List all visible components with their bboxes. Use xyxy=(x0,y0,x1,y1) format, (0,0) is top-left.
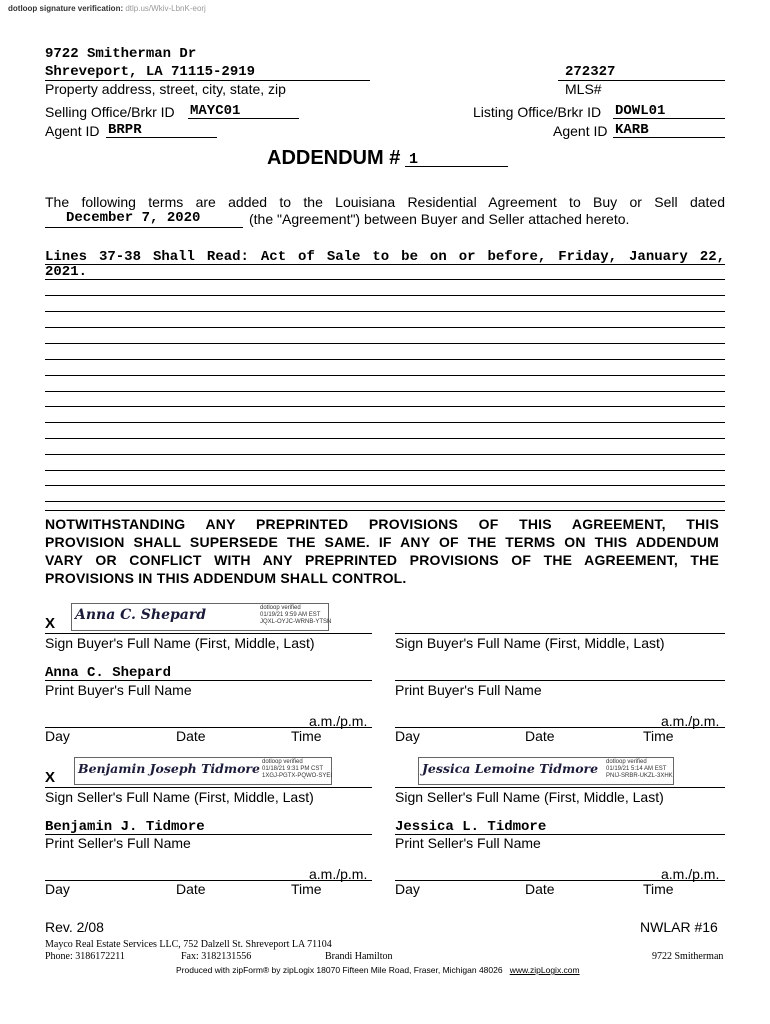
seller2-ampm: a.m./p.m. xyxy=(661,866,720,882)
print-buyer2-label: Print Buyer's Full Name xyxy=(395,682,542,698)
form-id: NWLAR #16 xyxy=(640,919,718,935)
seller1-datetime-line[interactable] xyxy=(45,880,372,881)
addendum-number-underline xyxy=(405,166,508,167)
seller1-printed-name: Benjamin J. Tidmore xyxy=(45,819,205,835)
listing-office-label: Listing Office/Brkr ID xyxy=(473,104,602,120)
produced-text: Produced with zipForm® by zipLogix 18070 Fifteen Mile Road, Fraser, Michigan 48026 xyxy=(176,965,503,975)
buyer-ampm: a.m./p.m. xyxy=(309,713,368,729)
buyer2-print-line[interactable] xyxy=(395,680,725,681)
seller2-date-label: Date xyxy=(525,881,555,897)
seller1-date-label: Date xyxy=(176,881,206,897)
office-address: Mayco Real Estate Services LLC, 752 Dalzell St. Shreveport LA 71104 xyxy=(45,939,332,950)
agent-name: Brandi Hamilton xyxy=(325,951,393,962)
stamp-verified-label: dotloop verified xyxy=(260,605,301,611)
file-name: 9722 Smitherman xyxy=(652,951,724,962)
property-address-line2: Shreveport, LA 71115-2919 xyxy=(45,64,256,80)
seller2-sign-line xyxy=(395,787,725,788)
dotloop-verification-banner xyxy=(8,4,206,13)
buyer-signature: Anna C. Shepard xyxy=(75,607,207,623)
seller-agent-id-value: KARB xyxy=(615,122,649,138)
ruled-line xyxy=(45,470,725,471)
buyer-day-label: Day xyxy=(45,728,70,744)
ruled-line xyxy=(45,327,725,328)
ruled-line xyxy=(45,311,725,312)
buyer-printed-name: Anna C. Shepard xyxy=(45,665,172,681)
seller2-day-label: Day xyxy=(395,881,420,897)
seller2-verification-stamp xyxy=(606,759,673,780)
stamp-id: PNIJ-SRBR-UKZL-3XHK xyxy=(606,773,673,779)
buyer-sign-line xyxy=(45,633,372,634)
ruled-line xyxy=(45,279,725,280)
sign-seller1-label: Sign Seller's Full Name (First, Middle, Last) xyxy=(45,789,314,805)
property-address-label: Property address, street, city, state, zip xyxy=(45,81,286,97)
notice-line: PROVISIONS IN THIS ADDENDUM SHALL CONTROL. xyxy=(45,570,407,586)
office-fax: Fax: 3182131556 xyxy=(181,951,252,962)
buyer2-day-label: Day xyxy=(395,728,420,744)
sign-buyer2-label: Sign Buyer's Full Name (First, Middle, Last) xyxy=(395,635,665,651)
print-seller1-label: Print Seller's Full Name xyxy=(45,835,191,851)
buyer-datetime-line[interactable] xyxy=(45,727,372,728)
buyer-agent-id-value: BRPR xyxy=(108,122,142,138)
buyer-verification-stamp xyxy=(260,605,331,626)
stamp-timestamp: 01/19/21 9:59 AM EST xyxy=(260,612,321,618)
buyer-agent-id-underline xyxy=(106,137,217,138)
addendum-number: 1 xyxy=(409,151,419,168)
buyer2-date-label: Date xyxy=(525,728,555,744)
ruled-line xyxy=(45,375,725,376)
agreement-date-underline xyxy=(45,227,243,228)
buyer2-time-label: Time xyxy=(643,728,674,744)
buyer2-ampm: a.m./p.m. xyxy=(661,713,720,729)
supersede-notice xyxy=(45,515,719,587)
seller2-signature: Jessica Lemoine Tidmore xyxy=(422,761,599,776)
listing-office-value: DOWL01 xyxy=(615,103,666,119)
seller1-signature: Benjamin Joseph Tidmore xyxy=(78,761,260,776)
verification-link[interactable]: dtlp.us/Wkiv-LbnK-eorj xyxy=(125,4,206,13)
buyer-time-label: Time xyxy=(291,728,322,744)
terms-line-2: 2021. xyxy=(45,264,88,280)
notice-line: NOTWITHSTANDING ANY PREPRINTED PROVISIONS OF THIS AGREEMENT, THIS xyxy=(45,516,719,532)
seller1-verification-stamp xyxy=(262,759,332,780)
intro-text-continued: (the "Agreement") between Buyer and Seller attached hereto. xyxy=(249,211,630,227)
ruled-line xyxy=(45,264,725,265)
seller1-sign-line xyxy=(45,787,372,788)
print-seller2-label: Print Seller's Full Name xyxy=(395,835,541,851)
listing-office-underline xyxy=(613,118,725,119)
seller-agent-id-label: Agent ID xyxy=(553,123,608,139)
sign-seller2-label: Sign Seller's Full Name (First, Middle, Last) xyxy=(395,789,664,805)
ruled-line xyxy=(45,359,725,360)
mls-value: 272327 xyxy=(565,64,616,80)
stamp-timestamp: 01/18/21 9:31 PM CST xyxy=(262,766,324,772)
stamp-verified-label: dotloop verified xyxy=(606,759,647,765)
print-buyer-label: Print Buyer's Full Name xyxy=(45,682,192,698)
ruled-line xyxy=(45,343,725,344)
ruled-line xyxy=(45,501,725,502)
buyer-agent-id-label: Agent ID xyxy=(45,123,100,139)
selling-office-underline xyxy=(188,118,299,119)
buyer-sign-x: X xyxy=(45,615,56,632)
seller2-datetime-line[interactable] xyxy=(395,880,725,881)
notice-line: VARY OR CONFLICT WITH ANY PREPRINTED PROVISIONS OF THE AGREEMENT, THE xyxy=(45,552,719,568)
selling-office-label: Selling Office/Brkr ID xyxy=(45,104,175,120)
notice-line: PROVISION SHALL SUPERSEDE THE SAME. IF ANY OF THE TERMS ON THIS ADDENDUM xyxy=(45,534,719,550)
seller2-printed-name: Jessica L. Tidmore xyxy=(395,819,547,835)
ruled-line xyxy=(45,485,725,486)
agreement-date: December 7, 2020 xyxy=(66,210,201,226)
buyer2-sign-line[interactable] xyxy=(395,633,725,634)
intro-text: The following terms are added to the Louisiana Residential Agreement to Buy or Sell dated xyxy=(45,194,725,210)
produced-with-line xyxy=(176,965,580,975)
stamp-id: JQXL-OYJC-WRNB-YTSN xyxy=(260,619,332,625)
sign-buyer-label: Sign Buyer's Full Name (First, Middle, Last) xyxy=(45,635,315,651)
ruled-line xyxy=(45,438,725,439)
revision-label: Rev. 2/08 xyxy=(45,919,104,935)
office-phone: Phone: 3186172211 xyxy=(45,951,125,962)
seller1-day-label: Day xyxy=(45,881,70,897)
ruled-line xyxy=(45,422,725,423)
banner-label: dotloop signature verification: xyxy=(8,4,124,13)
ruled-line xyxy=(45,295,725,296)
terms-line-1: Lines 37-38 Shall Read: Act of Sale to be on or before, Friday, January 22, xyxy=(45,249,725,265)
stamp-verified-label: dotloop verified xyxy=(262,759,303,765)
seller2-time-label: Time xyxy=(643,881,674,897)
seller1-time-label: Time xyxy=(291,881,322,897)
buyer-print-line xyxy=(45,680,372,681)
ruled-line xyxy=(45,510,725,511)
ruled-line xyxy=(45,406,725,407)
buyer2-datetime-line[interactable] xyxy=(395,727,725,728)
selling-office-value: MAYC01 xyxy=(190,103,241,119)
mls-label: MLS# xyxy=(565,81,602,97)
seller-sign-x: X xyxy=(45,769,56,786)
property-address-line1: 9722 Smitherman Dr xyxy=(45,46,197,62)
addendum-title: ADDENDUM # xyxy=(267,147,401,169)
ruled-line xyxy=(45,454,725,455)
stamp-id: 1XGJ-PGTX-PQWO-SYEI xyxy=(262,773,333,779)
seller-agent-id-underline xyxy=(613,137,725,138)
buyer-date-label: Date xyxy=(176,728,206,744)
ziplogix-link[interactable]: www.zipLogix.com xyxy=(509,965,580,975)
seller1-ampm: a.m./p.m. xyxy=(309,866,368,882)
stamp-timestamp: 01/19/21 5:14 AM EST xyxy=(606,766,667,772)
ruled-line xyxy=(45,391,725,392)
